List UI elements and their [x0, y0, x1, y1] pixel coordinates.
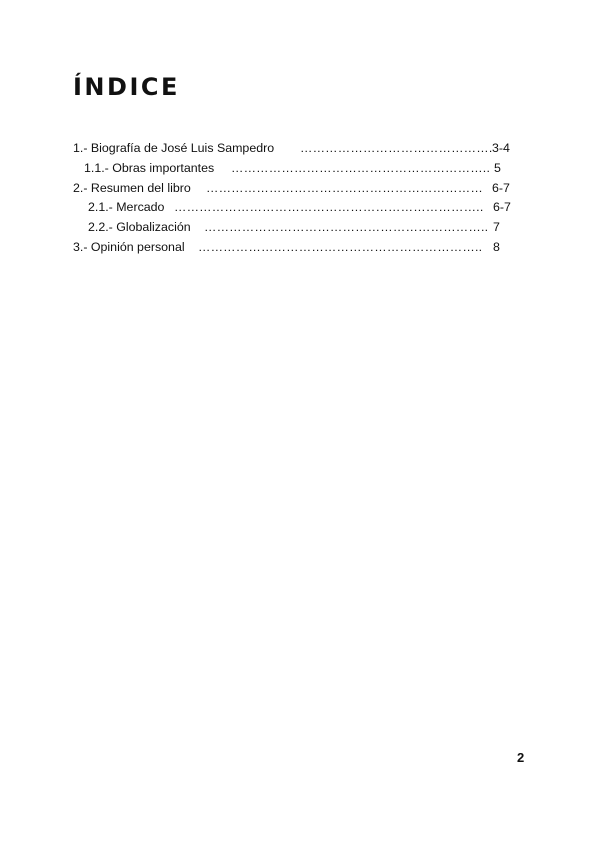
toc-entry-label: 3.- Opinión personal: [73, 239, 185, 254]
toc-entry-globalizacion: [0, 218, 600, 238]
toc-entry-label: 2.2.- Globalización: [88, 220, 191, 235]
toc-page-number: 3-4: [492, 141, 510, 155]
page-number: 2: [517, 750, 525, 765]
toc-entry-label: 1.1.- Obras importantes: [84, 160, 215, 175]
toc-entry-mercado: [0, 198, 600, 218]
toc-entry-label: 1.- Biografía de José Luis Sampedro: [73, 141, 275, 155]
toc-entry-label: 2.1.- Mercado: [88, 200, 165, 215]
toc-page-number: 7: [493, 220, 500, 235]
toc-leader-dots: …………………………………………………………: [206, 180, 483, 195]
table-of-contents: [0, 139, 600, 258]
toc-entry-obras-importantes: [0, 159, 600, 179]
toc-entry-biografia: [0, 139, 600, 159]
toc-leader-dots: …………………………………………………………..: [204, 220, 489, 235]
toc-page-number: 5: [494, 160, 501, 175]
toc-leader-dots: ………………………………………………………………..: [174, 200, 484, 215]
toc-leader-dots: …………………………………………………………..: [198, 239, 483, 254]
toc-page-number: 8: [493, 239, 500, 254]
page-title: ÍNDICE: [73, 73, 180, 101]
toc-leader-dots: ……………………………………………………..: [231, 160, 491, 175]
toc-entry-opinion-personal: [0, 238, 600, 258]
toc-leader-dots: ……………………………………….: [300, 141, 493, 155]
toc-page-number: 6-7: [492, 180, 510, 195]
toc-page-number: 6-7: [493, 200, 511, 215]
toc-entry-resumen-del-libro: [0, 179, 600, 199]
toc-entry-label: 2.- Resumen del libro: [73, 180, 191, 195]
